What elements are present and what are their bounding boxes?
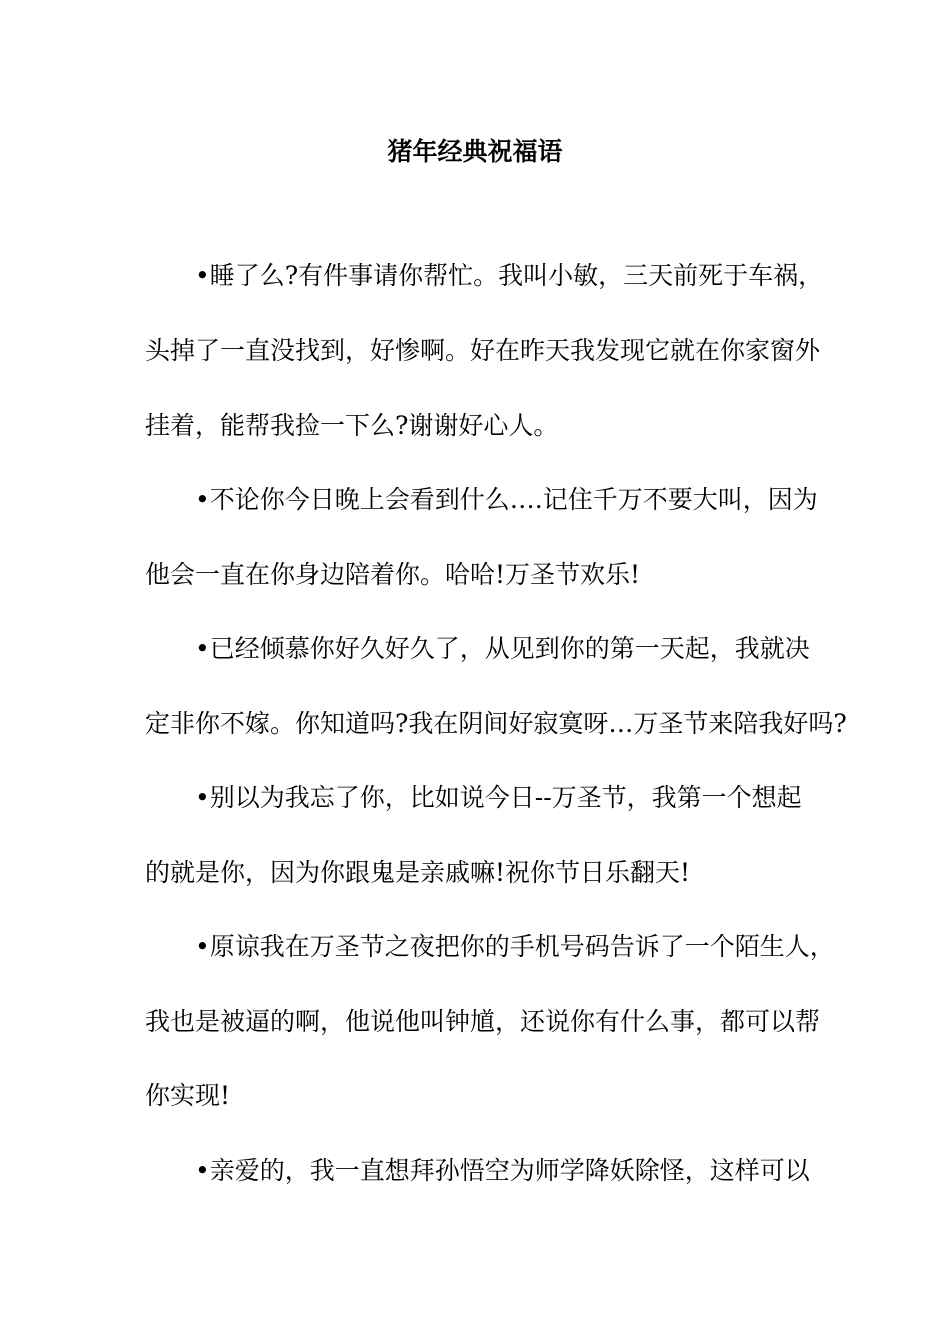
paragraph-line: 他会一直在你身边陪着你。哈哈!万圣节欢乐! <box>145 560 641 589</box>
paragraph-line: 定非你不嫁。你知道吗?我在阴间好寂寞呀…万圣节来陪我好吗? <box>145 709 847 738</box>
paragraph-line: 头掉了一直没找到，好惨啊。好在昨天我发现它就在你家窗外 <box>145 336 821 365</box>
paragraph-line: 你实现! <box>145 1081 231 1110</box>
document-title: 猪年经典祝福语 <box>387 137 563 166</box>
paragraph-line: •别以为我忘了你，比如说今日--万圣节，我第一个想起 <box>195 783 802 812</box>
paragraph-line: •亲爱的，我一直想拜孙悟空为师学降妖除怪，这样可以 <box>195 1156 810 1185</box>
paragraph-line: 挂着，能帮我捡一下么?谢谢好心人。 <box>145 411 559 440</box>
paragraph-line: •已经倾慕你好久好久了，从见到你的第一天起，我就决 <box>195 634 810 663</box>
paragraph-line: •原谅我在万圣节之夜把你的手机号码告诉了一个陌生人， <box>195 932 835 961</box>
paragraph-line: 的就是你，因为你跟鬼是亲戚嘛!祝你节日乐翻天! <box>145 858 691 887</box>
paragraph-line: •睡了么?有件事请你帮忙。我叫小敏，三天前死于车祸， <box>195 261 824 290</box>
paragraph-line: •不论你今日晚上会看到什么….记住千万不要大叫，因为 <box>195 485 818 514</box>
paragraph-line: 我也是被逼的啊，他说他叫钟馗，还说你有什么事，都可以帮 <box>145 1007 821 1036</box>
